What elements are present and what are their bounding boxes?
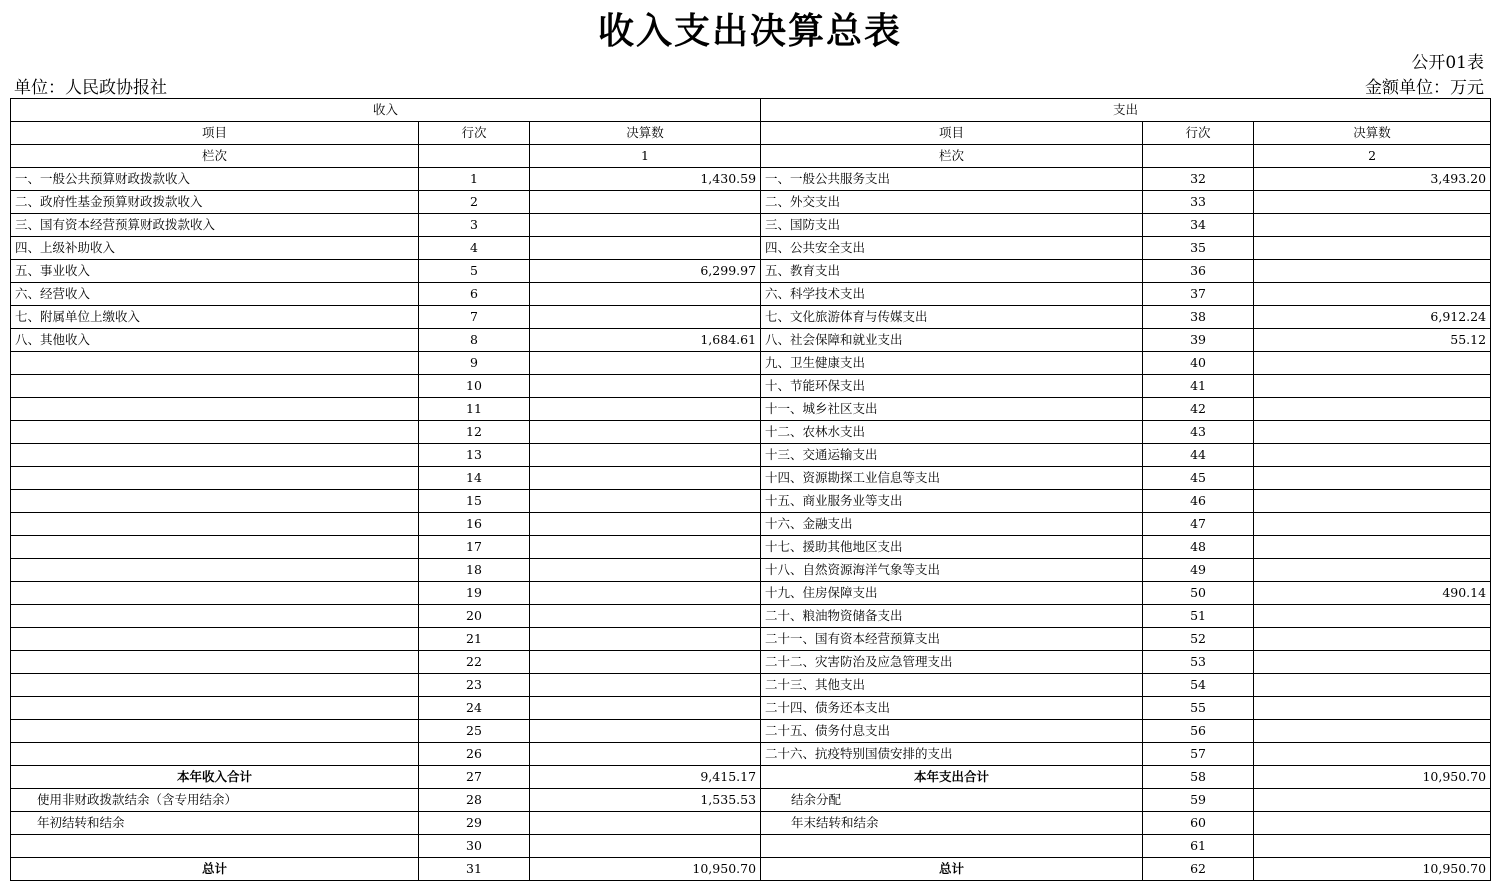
expense-amount bbox=[1254, 720, 1491, 743]
income-line-no: 17 bbox=[419, 536, 530, 559]
income-item bbox=[11, 421, 419, 444]
expense-item: 二十六、抗疫特别国债安排的支出 bbox=[761, 743, 1143, 766]
expense-line-no: 56 bbox=[1143, 720, 1254, 743]
expense-item: 二十三、其他支出 bbox=[761, 674, 1143, 697]
table-row bbox=[11, 375, 1491, 398]
blank-income-label bbox=[11, 835, 419, 858]
report-title: 收入支出决算总表 bbox=[597, 11, 902, 52]
income-amount bbox=[530, 467, 761, 490]
table-row bbox=[11, 214, 1491, 237]
income-item bbox=[11, 743, 419, 766]
expense-line-no: 45 bbox=[1143, 467, 1254, 490]
table-row bbox=[11, 191, 1491, 214]
expense-line-no: 32 bbox=[1143, 168, 1254, 191]
income-amount bbox=[530, 283, 761, 306]
expense-column-no: 2 bbox=[1254, 145, 1491, 168]
grand-expense-total-no: 62 bbox=[1143, 858, 1254, 881]
income-line-no: 14 bbox=[419, 467, 530, 490]
expense-item: 二十、粮油物资储备支出 bbox=[761, 605, 1143, 628]
expense-item: 十、节能环保支出 bbox=[761, 375, 1143, 398]
expense-line-no: 33 bbox=[1143, 191, 1254, 214]
income-amount bbox=[530, 490, 761, 513]
income-item bbox=[11, 513, 419, 536]
income-amount bbox=[530, 352, 761, 375]
income-line-no: 8 bbox=[419, 329, 530, 352]
expense-item-header: 项目 bbox=[761, 122, 1143, 145]
income-amount bbox=[530, 536, 761, 559]
income-item: 二、政府性基金预算财政拨款收入 bbox=[11, 191, 419, 214]
expense-item: 二十一、国有资本经营预算支出 bbox=[761, 628, 1143, 651]
table-row bbox=[11, 237, 1491, 260]
expense-amount bbox=[1254, 375, 1491, 398]
expense-item: 十五、商业服务业等支出 bbox=[761, 490, 1143, 513]
income-item bbox=[11, 375, 419, 398]
expense-line-no: 41 bbox=[1143, 375, 1254, 398]
expense-line-no: 39 bbox=[1143, 329, 1254, 352]
expense-item: 十四、资源勘探工业信息等支出 bbox=[761, 467, 1143, 490]
expense-item: 二十四、债务还本支出 bbox=[761, 697, 1143, 720]
expense-amount bbox=[1254, 352, 1491, 375]
income-line-no: 12 bbox=[419, 421, 530, 444]
column-header-row bbox=[11, 122, 1491, 145]
year-income-total-label: 本年收入合计 bbox=[11, 766, 419, 789]
year-expense-total-no: 58 bbox=[1143, 766, 1254, 789]
income-line-no: 13 bbox=[419, 444, 530, 467]
surplus-distribution-no: 59 bbox=[1143, 789, 1254, 812]
blank-income-amount bbox=[530, 835, 761, 858]
income-amount bbox=[530, 444, 761, 467]
income-column-no-label: 栏次 bbox=[11, 145, 419, 168]
expense-item: 三、国防支出 bbox=[761, 214, 1143, 237]
grand-income-total-label: 总计 bbox=[11, 858, 419, 881]
table-row bbox=[11, 283, 1491, 306]
table-row bbox=[11, 697, 1491, 720]
table-row bbox=[11, 444, 1491, 467]
income-amount bbox=[530, 306, 761, 329]
closing-carryover-label: 年末结转和结余 bbox=[761, 812, 1143, 835]
expense-amount bbox=[1254, 628, 1491, 651]
expense-line-no: 46 bbox=[1143, 490, 1254, 513]
income-line-no: 26 bbox=[419, 743, 530, 766]
expense-item: 十八、自然资源海洋气象等支出 bbox=[761, 559, 1143, 582]
unit-label: 单位：人民政协报社 bbox=[14, 78, 167, 98]
expense-item: 十一、城乡社区支出 bbox=[761, 398, 1143, 421]
income-line-no: 15 bbox=[419, 490, 530, 513]
income-amount bbox=[530, 720, 761, 743]
expense-line-no: 57 bbox=[1143, 743, 1254, 766]
expense-amount-header: 决算数 bbox=[1254, 122, 1491, 145]
expense-line-no: 42 bbox=[1143, 398, 1254, 421]
amount-unit-label: 金额单位：万元 bbox=[1365, 78, 1484, 98]
expense-line-no: 38 bbox=[1143, 306, 1254, 329]
income-item-header: 项目 bbox=[11, 122, 419, 145]
table-row bbox=[11, 605, 1491, 628]
expense-amount bbox=[1254, 283, 1491, 306]
expense-line-no: 43 bbox=[1143, 421, 1254, 444]
income-amount-header: 决算数 bbox=[530, 122, 761, 145]
expense-line-no: 49 bbox=[1143, 559, 1254, 582]
income-line-no: 2 bbox=[419, 191, 530, 214]
year-expense-total-label: 本年支出合计 bbox=[761, 766, 1143, 789]
expense-item: 五、教育支出 bbox=[761, 260, 1143, 283]
expense-amount: 6,912.24 bbox=[1254, 306, 1491, 329]
income-item: 一、一般公共预算财政拨款收入 bbox=[11, 168, 419, 191]
surplus-distribution-amount bbox=[1254, 789, 1491, 812]
expense-amount bbox=[1254, 260, 1491, 283]
table-row bbox=[11, 421, 1491, 444]
table-row bbox=[11, 674, 1491, 697]
expense-item: 十三、交通运输支出 bbox=[761, 444, 1143, 467]
grand-expense-total-amount: 10,950.70 bbox=[1254, 858, 1491, 881]
expense-line-no: 47 bbox=[1143, 513, 1254, 536]
expense-amount bbox=[1254, 398, 1491, 421]
table-row bbox=[11, 168, 1491, 191]
income-line-no: 5 bbox=[419, 260, 530, 283]
expense-amount bbox=[1254, 674, 1491, 697]
expense-line-no: 51 bbox=[1143, 605, 1254, 628]
income-line-header: 行次 bbox=[419, 122, 530, 145]
income-item bbox=[11, 628, 419, 651]
expense-amount bbox=[1254, 605, 1491, 628]
expense-amount bbox=[1254, 421, 1491, 444]
table-row bbox=[11, 582, 1491, 605]
opening-carryover-amount bbox=[530, 812, 761, 835]
income-amount bbox=[530, 237, 761, 260]
expense-amount bbox=[1254, 467, 1491, 490]
table-row bbox=[11, 490, 1491, 513]
section-header-row bbox=[11, 99, 1491, 122]
income-line-no: 19 bbox=[419, 582, 530, 605]
table-row bbox=[11, 467, 1491, 490]
expense-item: 一、一般公共服务支出 bbox=[761, 168, 1143, 191]
expense-line-no: 52 bbox=[1143, 628, 1254, 651]
opening-carryover-no: 29 bbox=[419, 812, 530, 835]
expense-line-no: 35 bbox=[1143, 237, 1254, 260]
grand-income-total-amount: 10,950.70 bbox=[530, 858, 761, 881]
income-item bbox=[11, 582, 419, 605]
income-item: 六、经营收入 bbox=[11, 283, 419, 306]
expense-column-no-blank bbox=[1143, 145, 1254, 168]
expense-item: 八、社会保障和就业支出 bbox=[761, 329, 1143, 352]
income-item: 四、上级补助收入 bbox=[11, 237, 419, 260]
expense-line-no: 48 bbox=[1143, 536, 1254, 559]
income-item bbox=[11, 605, 419, 628]
expense-amount bbox=[1254, 536, 1491, 559]
expense-amount bbox=[1254, 697, 1491, 720]
non-fiscal-surplus-no: 28 bbox=[419, 789, 530, 812]
table-row bbox=[11, 398, 1491, 421]
expense-amount bbox=[1254, 214, 1491, 237]
income-line-no: 20 bbox=[419, 605, 530, 628]
income-item bbox=[11, 651, 419, 674]
income-item bbox=[11, 674, 419, 697]
year-total-row bbox=[11, 766, 1491, 789]
table-row bbox=[11, 260, 1491, 283]
income-item bbox=[11, 720, 419, 743]
expense-line-no: 40 bbox=[1143, 352, 1254, 375]
non-fiscal-surplus-amount: 1,535.53 bbox=[530, 789, 761, 812]
income-amount: 6,299.97 bbox=[530, 260, 761, 283]
income-item: 三、国有资本经营预算财政拨款收入 bbox=[11, 214, 419, 237]
income-amount bbox=[530, 375, 761, 398]
income-line-no: 25 bbox=[419, 720, 530, 743]
blank-expense-label bbox=[761, 835, 1143, 858]
expense-line-header: 行次 bbox=[1143, 122, 1254, 145]
income-line-no: 10 bbox=[419, 375, 530, 398]
table-row bbox=[11, 651, 1491, 674]
table-row bbox=[11, 743, 1491, 766]
income-amount: 1,430.59 bbox=[530, 168, 761, 191]
table-row bbox=[11, 306, 1491, 329]
expense-item: 十七、援助其他地区支出 bbox=[761, 536, 1143, 559]
income-item bbox=[11, 444, 419, 467]
expense-item: 二十二、灾害防治及应急管理支出 bbox=[761, 651, 1143, 674]
income-amount bbox=[530, 559, 761, 582]
expense-item: 二、外交支出 bbox=[761, 191, 1143, 214]
blank-row bbox=[11, 835, 1491, 858]
expense-section-header: 支出 bbox=[761, 99, 1491, 122]
non-fiscal-surplus-label: 使用非财政拨款结余（含专用结余） bbox=[11, 789, 419, 812]
income-item: 八、其他收入 bbox=[11, 329, 419, 352]
expense-item: 十九、住房保障支出 bbox=[761, 582, 1143, 605]
expense-line-no: 34 bbox=[1143, 214, 1254, 237]
income-item bbox=[11, 467, 419, 490]
year-income-total-amount: 9,415.17 bbox=[530, 766, 761, 789]
expense-item: 二十五、债务付息支出 bbox=[761, 720, 1143, 743]
year-income-total-no: 27 bbox=[419, 766, 530, 789]
expense-amount: 490.14 bbox=[1254, 582, 1491, 605]
income-line-no: 7 bbox=[419, 306, 530, 329]
expense-line-no: 36 bbox=[1143, 260, 1254, 283]
income-amount bbox=[530, 605, 761, 628]
expense-line-no: 37 bbox=[1143, 283, 1254, 306]
blank-income-no: 30 bbox=[419, 835, 530, 858]
expense-amount: 3,493.20 bbox=[1254, 168, 1491, 191]
table-row bbox=[11, 329, 1491, 352]
income-item: 五、事业收入 bbox=[11, 260, 419, 283]
expense-amount bbox=[1254, 513, 1491, 536]
form-code: 公开01表 bbox=[1411, 53, 1484, 73]
income-item bbox=[11, 536, 419, 559]
carryover-row bbox=[11, 812, 1491, 835]
expense-item: 四、公共安全支出 bbox=[761, 237, 1143, 260]
table-row bbox=[11, 720, 1491, 743]
income-item bbox=[11, 697, 419, 720]
income-line-no: 1 bbox=[419, 168, 530, 191]
opening-carryover-label: 年初结转和结余 bbox=[11, 812, 419, 835]
income-line-no: 18 bbox=[419, 559, 530, 582]
income-item bbox=[11, 559, 419, 582]
income-amount bbox=[530, 628, 761, 651]
income-item bbox=[11, 490, 419, 513]
income-line-no: 16 bbox=[419, 513, 530, 536]
income-amount bbox=[530, 743, 761, 766]
expense-amount bbox=[1254, 490, 1491, 513]
expense-item: 六、科学技术支出 bbox=[761, 283, 1143, 306]
table-row bbox=[11, 628, 1491, 651]
expense-line-no: 55 bbox=[1143, 697, 1254, 720]
expense-amount bbox=[1254, 191, 1491, 214]
income-line-no: 4 bbox=[419, 237, 530, 260]
expense-amount bbox=[1254, 444, 1491, 467]
grand-total-row bbox=[11, 858, 1491, 881]
income-amount bbox=[530, 513, 761, 536]
table-row bbox=[11, 352, 1491, 375]
income-section-header: 收入 bbox=[11, 99, 761, 122]
income-amount bbox=[530, 214, 761, 237]
income-line-no: 3 bbox=[419, 214, 530, 237]
expense-amount bbox=[1254, 237, 1491, 260]
blank-expense-amount bbox=[1254, 835, 1491, 858]
year-expense-total-amount: 10,950.70 bbox=[1254, 766, 1491, 789]
expense-item: 七、文化旅游体育与传媒支出 bbox=[761, 306, 1143, 329]
expense-item: 十二、农林水支出 bbox=[761, 421, 1143, 444]
table-row bbox=[11, 536, 1491, 559]
column-number-row bbox=[11, 145, 1491, 168]
closing-carryover-no: 60 bbox=[1143, 812, 1254, 835]
income-item: 七、附属单位上缴收入 bbox=[11, 306, 419, 329]
income-line-no: 21 bbox=[419, 628, 530, 651]
grand-income-total-no: 31 bbox=[419, 858, 530, 881]
income-line-no: 22 bbox=[419, 651, 530, 674]
income-amount bbox=[530, 421, 761, 444]
income-expense-table bbox=[10, 98, 1491, 881]
expense-amount bbox=[1254, 743, 1491, 766]
income-amount bbox=[530, 697, 761, 720]
income-amount bbox=[530, 582, 761, 605]
expense-line-no: 44 bbox=[1143, 444, 1254, 467]
expense-amount bbox=[1254, 559, 1491, 582]
income-amount: 1,684.61 bbox=[530, 329, 761, 352]
table-row bbox=[11, 559, 1491, 582]
expense-amount bbox=[1254, 651, 1491, 674]
expense-item: 九、卫生健康支出 bbox=[761, 352, 1143, 375]
surplus-distribution-label: 结余分配 bbox=[761, 789, 1143, 812]
expense-amount: 55.12 bbox=[1254, 329, 1491, 352]
income-amount bbox=[530, 651, 761, 674]
grand-expense-total-label: 总计 bbox=[761, 858, 1143, 881]
income-line-no: 6 bbox=[419, 283, 530, 306]
table-row bbox=[11, 513, 1491, 536]
income-column-no: 1 bbox=[530, 145, 761, 168]
expense-line-no: 54 bbox=[1143, 674, 1254, 697]
income-line-no: 11 bbox=[419, 398, 530, 421]
blank-expense-no: 61 bbox=[1143, 835, 1254, 858]
income-line-no: 23 bbox=[419, 674, 530, 697]
expense-line-no: 50 bbox=[1143, 582, 1254, 605]
income-column-no-blank bbox=[419, 145, 530, 168]
closing-carryover-amount bbox=[1254, 812, 1491, 835]
income-amount bbox=[530, 398, 761, 421]
expense-item: 十六、金融支出 bbox=[761, 513, 1143, 536]
surplus-row bbox=[11, 789, 1491, 812]
income-line-no: 9 bbox=[419, 352, 530, 375]
income-amount bbox=[530, 191, 761, 214]
income-item bbox=[11, 398, 419, 421]
totals-section bbox=[11, 766, 1491, 881]
expense-line-no: 53 bbox=[1143, 651, 1254, 674]
income-amount bbox=[530, 674, 761, 697]
income-line-no: 24 bbox=[419, 697, 530, 720]
expense-column-no-label: 栏次 bbox=[761, 145, 1143, 168]
income-item bbox=[11, 352, 419, 375]
